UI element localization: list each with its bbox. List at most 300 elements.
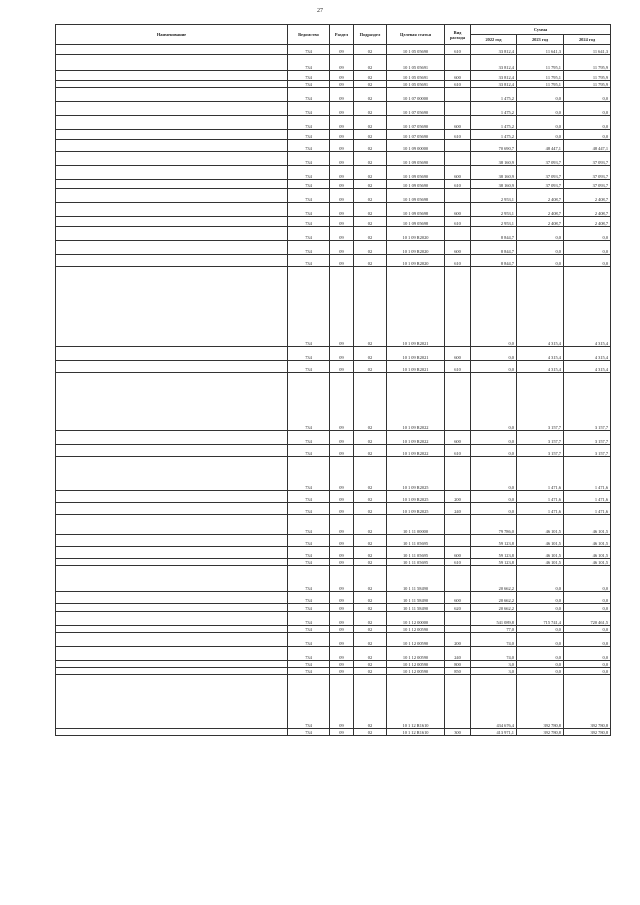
- row-amount-2023: 46 101,5: [517, 547, 564, 559]
- row-amount-2022: 33 812,4: [471, 81, 517, 88]
- row-expense-type: 600: [445, 116, 471, 130]
- row-target-article: 10 1 05 05691: [387, 81, 445, 88]
- row-target-article: 10 1 07 05690: [387, 102, 445, 116]
- row-target-article: 10 1 05 05691: [387, 55, 445, 71]
- row-vedomstvo: 734: [288, 361, 330, 373]
- header-sums: Сумма: [471, 25, 611, 35]
- row-name: [56, 604, 288, 612]
- row-vedomstvo: 734: [288, 140, 330, 152]
- row-vedomstvo: 734: [288, 445, 330, 457]
- row-name: [56, 559, 288, 566]
- row-razdel: 09: [330, 71, 354, 81]
- row-razdel: 09: [330, 88, 354, 102]
- row-amount-2022: 0,0: [471, 491, 517, 503]
- row-amount-2024: 46 101,5: [564, 535, 611, 547]
- table-row: [56, 130, 611, 140]
- row-amount-2024: 0,0: [564, 633, 611, 647]
- row-podrazdel: 02: [354, 81, 387, 88]
- row-razdel: 09: [330, 592, 354, 604]
- row-vedomstvo: 734: [288, 180, 330, 189]
- table-row: [56, 535, 611, 547]
- row-target-article: 10 1 12 00590: [387, 661, 445, 668]
- row-expense-type: [445, 152, 471, 166]
- row-podrazdel: 02: [354, 71, 387, 81]
- table-row: [56, 612, 611, 626]
- row-amount-2024: 0,0: [564, 626, 611, 633]
- row-expense-type: [445, 515, 471, 535]
- row-name: [56, 612, 288, 626]
- row-expense-type: [445, 535, 471, 547]
- row-target-article: 10 1 09 R2020: [387, 255, 445, 267]
- row-amount-2023: 46 101,5: [517, 535, 564, 547]
- table-row: [56, 255, 611, 267]
- row-podrazdel: 02: [354, 189, 387, 203]
- row-amount-2024: 3 157,7: [564, 445, 611, 457]
- row-amount-2023: 0,0: [517, 661, 564, 668]
- row-razdel: 09: [330, 361, 354, 373]
- table-row: [56, 647, 611, 661]
- row-amount-2023: 4 315,4: [517, 347, 564, 361]
- row-amount-2024: 11 641,3: [564, 45, 611, 55]
- row-podrazdel: 02: [354, 45, 387, 55]
- row-razdel: 09: [330, 130, 354, 140]
- row-vedomstvo: 734: [288, 152, 330, 166]
- row-expense-type: 600: [445, 203, 471, 217]
- row-amount-2022: 2 953,1: [471, 217, 517, 227]
- row-podrazdel: 02: [354, 547, 387, 559]
- row-amount-2024: 0,0: [564, 566, 611, 592]
- row-expense-type: [445, 227, 471, 241]
- row-amount-2023: 0,0: [517, 668, 564, 675]
- row-name: [56, 45, 288, 55]
- table-row: [56, 152, 611, 166]
- row-razdel: 09: [330, 45, 354, 55]
- row-amount-2023: 0,0: [517, 241, 564, 255]
- row-target-article: 10 1 09 R2022: [387, 445, 445, 457]
- row-razdel: 09: [330, 647, 354, 661]
- row-podrazdel: 02: [354, 431, 387, 445]
- row-amount-2023: 11 795,1: [517, 71, 564, 81]
- row-amount-2023: 2 408,7: [517, 217, 564, 227]
- row-razdel: 09: [330, 81, 354, 88]
- row-amount-2024: 37 093,7: [564, 166, 611, 180]
- row-vedomstvo: 734: [288, 102, 330, 116]
- row-amount-2022: 8 844,7: [471, 241, 517, 255]
- row-target-article: 10 1 12 00000: [387, 612, 445, 626]
- row-podrazdel: 02: [354, 140, 387, 152]
- row-amount-2022: 20 662,2: [471, 592, 517, 604]
- row-target-article: 10 1 07 05690: [387, 130, 445, 140]
- table-row: [56, 116, 611, 130]
- row-podrazdel: 02: [354, 661, 387, 668]
- row-amount-2024: 46 101,5: [564, 559, 611, 566]
- row-expense-type: [445, 457, 471, 491]
- row-amount-2024: 2 408,7: [564, 203, 611, 217]
- row-amount-2024: 0,0: [564, 241, 611, 255]
- row-vedomstvo: 734: [288, 668, 330, 675]
- row-podrazdel: 02: [354, 55, 387, 71]
- table-row: [56, 140, 611, 152]
- row-amount-2023: 46 101,5: [517, 515, 564, 535]
- row-amount-2022: 77,0: [471, 626, 517, 633]
- table-row: [56, 347, 611, 361]
- row-amount-2023: 37 093,7: [517, 152, 564, 166]
- row-podrazdel: 02: [354, 373, 387, 431]
- row-expense-type: 600: [445, 431, 471, 445]
- row-target-article: 10 1 09 R2022: [387, 431, 445, 445]
- row-expense-type: 610: [445, 180, 471, 189]
- row-amount-2024: 0,0: [564, 130, 611, 140]
- row-target-article: 10 1 05 05690: [387, 45, 445, 55]
- row-amount-2023: 2 408,7: [517, 189, 564, 203]
- row-amount-2023: 0,0: [517, 227, 564, 241]
- row-name: [56, 166, 288, 180]
- row-amount-2022: 0,0: [471, 445, 517, 457]
- row-amount-2022: 1 475,2: [471, 88, 517, 102]
- row-target-article: 10 1 09 R2025: [387, 491, 445, 503]
- table-row: [56, 431, 611, 445]
- row-vedomstvo: 734: [288, 71, 330, 81]
- row-podrazdel: 02: [354, 633, 387, 647]
- row-amount-2024: 0,0: [564, 647, 611, 661]
- row-razdel: 09: [330, 203, 354, 217]
- row-expense-type: [445, 88, 471, 102]
- table-row: [56, 491, 611, 503]
- row-amount-2023: 1 471,6: [517, 457, 564, 491]
- row-podrazdel: 02: [354, 515, 387, 535]
- row-name: [56, 189, 288, 203]
- row-razdel: 09: [330, 457, 354, 491]
- row-razdel: 09: [330, 445, 354, 457]
- row-vedomstvo: 734: [288, 612, 330, 626]
- row-amount-2022: 8 844,7: [471, 255, 517, 267]
- row-target-article: 10 1 09 R2021: [387, 347, 445, 361]
- row-vedomstvo: 734: [288, 81, 330, 88]
- row-name: [56, 547, 288, 559]
- row-vedomstvo: 734: [288, 647, 330, 661]
- row-vedomstvo: 734: [288, 491, 330, 503]
- row-vedomstvo: 734: [288, 116, 330, 130]
- row-expense-type: 200: [445, 633, 471, 647]
- row-vedomstvo: 734: [288, 88, 330, 102]
- row-vedomstvo: 734: [288, 566, 330, 592]
- row-expense-type: [445, 267, 471, 347]
- row-razdel: 09: [330, 612, 354, 626]
- row-expense-type: [445, 626, 471, 633]
- table-row: [56, 189, 611, 203]
- row-expense-type: [445, 102, 471, 116]
- row-amount-2024: 0,0: [564, 668, 611, 675]
- row-expense-type: [445, 140, 471, 152]
- row-name: [56, 255, 288, 267]
- row-podrazdel: 02: [354, 559, 387, 566]
- row-podrazdel: 02: [354, 592, 387, 604]
- row-amount-2022: 33 812,4: [471, 55, 517, 71]
- row-name: [56, 647, 288, 661]
- table-row: [56, 81, 611, 88]
- row-podrazdel: 02: [354, 668, 387, 675]
- table-row: [56, 661, 611, 668]
- row-name: [56, 227, 288, 241]
- row-expense-type: [445, 612, 471, 626]
- row-podrazdel: 02: [354, 255, 387, 267]
- table-row: [56, 45, 611, 55]
- row-expense-type: 300: [445, 729, 471, 736]
- row-amount-2024: 4 315,4: [564, 347, 611, 361]
- row-vedomstvo: 734: [288, 203, 330, 217]
- row-vedomstvo: 734: [288, 267, 330, 347]
- row-target-article: 10 1 05 05691: [387, 71, 445, 81]
- row-name: [56, 361, 288, 373]
- row-expense-type: [445, 55, 471, 71]
- row-name: [56, 140, 288, 152]
- row-razdel: 09: [330, 180, 354, 189]
- row-podrazdel: 02: [354, 88, 387, 102]
- table-row: [56, 445, 611, 457]
- table-row: [56, 457, 611, 491]
- row-target-article: 10 1 11 00000: [387, 515, 445, 535]
- row-vedomstvo: 734: [288, 189, 330, 203]
- row-razdel: 09: [330, 559, 354, 566]
- row-razdel: 09: [330, 491, 354, 503]
- row-expense-type: 610: [445, 445, 471, 457]
- row-name: [56, 491, 288, 503]
- row-razdel: 09: [330, 255, 354, 267]
- row-amount-2023: 37 093,7: [517, 180, 564, 189]
- row-razdel: 09: [330, 267, 354, 347]
- row-target-article: 10 1 09 R2021: [387, 361, 445, 373]
- row-podrazdel: 02: [354, 604, 387, 612]
- row-amount-2024: 0,0: [564, 592, 611, 604]
- row-amount-2022: 434 676,4: [471, 675, 517, 729]
- row-amount-2023: 392 780,8: [517, 729, 564, 736]
- row-name: [56, 130, 288, 140]
- row-target-article: 10 1 09 R2022: [387, 373, 445, 431]
- row-vedomstvo: 734: [288, 515, 330, 535]
- row-name: [56, 347, 288, 361]
- row-amount-2024: 4 315,4: [564, 267, 611, 347]
- row-amount-2022: 2 953,1: [471, 189, 517, 203]
- row-name: [56, 81, 288, 88]
- row-amount-2024: 2 408,7: [564, 217, 611, 227]
- header-target-article: Целевая статья: [387, 25, 445, 45]
- row-amount-2023: 0,0: [517, 647, 564, 661]
- header-year-2024: 2024 год: [564, 35, 611, 45]
- row-vedomstvo: 734: [288, 166, 330, 180]
- row-amount-2024: 37 093,7: [564, 152, 611, 166]
- row-target-article: 10 1 11 05695: [387, 547, 445, 559]
- row-vedomstvo: 734: [288, 227, 330, 241]
- row-target-article: 10 1 11 05695: [387, 559, 445, 566]
- row-amount-2023: 0,0: [517, 566, 564, 592]
- row-vedomstvo: 734: [288, 241, 330, 255]
- row-razdel: 09: [330, 227, 354, 241]
- row-expense-type: 240: [445, 647, 471, 661]
- row-podrazdel: 02: [354, 267, 387, 347]
- row-amount-2024: 720 461,5: [564, 612, 611, 626]
- row-amount-2022: 59 123,8: [471, 559, 517, 566]
- row-podrazdel: 02: [354, 203, 387, 217]
- table-row: [56, 559, 611, 566]
- row-podrazdel: 02: [354, 347, 387, 361]
- table-row: [56, 203, 611, 217]
- row-razdel: 09: [330, 668, 354, 675]
- row-amount-2023: 0,0: [517, 102, 564, 116]
- row-podrazdel: 02: [354, 612, 387, 626]
- row-target-article: 10 1 12 00590: [387, 647, 445, 661]
- table-row: [56, 566, 611, 592]
- header-year-2022: 2022 год: [471, 35, 517, 45]
- row-vedomstvo: 734: [288, 675, 330, 729]
- row-amount-2022: 33 812,4: [471, 45, 517, 55]
- row-vedomstvo: 734: [288, 55, 330, 71]
- row-razdel: 09: [330, 626, 354, 633]
- row-razdel: 09: [330, 675, 354, 729]
- row-expense-type: 610: [445, 45, 471, 55]
- row-amount-2023: 4 315,4: [517, 267, 564, 347]
- row-name: [56, 55, 288, 71]
- header-podrazdel: Подраздел: [354, 25, 387, 45]
- row-vedomstvo: 734: [288, 661, 330, 668]
- row-expense-type: 610: [445, 130, 471, 140]
- row-expense-type: 600: [445, 592, 471, 604]
- row-expense-type: [445, 373, 471, 431]
- row-podrazdel: 02: [354, 457, 387, 491]
- row-vedomstvo: 734: [288, 347, 330, 361]
- row-amount-2023: 3 157,7: [517, 373, 564, 431]
- row-amount-2024: 392 780,8: [564, 675, 611, 729]
- table-row: [56, 547, 611, 559]
- row-vedomstvo: 734: [288, 626, 330, 633]
- row-podrazdel: 02: [354, 227, 387, 241]
- row-target-article: 10 1 09 05698: [387, 189, 445, 203]
- row-amount-2022: 3,0: [471, 668, 517, 675]
- table-body: [56, 45, 611, 736]
- row-podrazdel: 02: [354, 535, 387, 547]
- row-expense-type: 600: [445, 71, 471, 81]
- row-amount-2023: 0,0: [517, 116, 564, 130]
- row-razdel: 09: [330, 102, 354, 116]
- row-expense-type: [445, 566, 471, 592]
- table-row: [56, 729, 611, 736]
- row-vedomstvo: 734: [288, 255, 330, 267]
- row-target-article: 10 1 11 05695: [387, 535, 445, 547]
- row-podrazdel: 02: [354, 566, 387, 592]
- row-amount-2023: 1 471,6: [517, 491, 564, 503]
- row-name: [56, 217, 288, 227]
- row-target-article: 10 1 12 R1610: [387, 675, 445, 729]
- table-row: [56, 71, 611, 81]
- row-podrazdel: 02: [354, 503, 387, 515]
- row-amount-2023: 715 741,4: [517, 612, 564, 626]
- row-name: [56, 373, 288, 431]
- row-expense-type: 600: [445, 241, 471, 255]
- row-name: [56, 729, 288, 736]
- row-vedomstvo: 734: [288, 457, 330, 491]
- row-expense-type: 610: [445, 81, 471, 88]
- row-expense-type: 610: [445, 559, 471, 566]
- row-target-article: 10 1 09 05698: [387, 203, 445, 217]
- row-podrazdel: 02: [354, 647, 387, 661]
- row-amount-2022: 74,0: [471, 633, 517, 647]
- header-vedomstvo: Ведомство: [288, 25, 330, 45]
- row-amount-2022: 38 160,9: [471, 180, 517, 189]
- row-razdel: 09: [330, 140, 354, 152]
- row-amount-2023: 3 157,7: [517, 431, 564, 445]
- table-row: [56, 633, 611, 647]
- row-amount-2024: 2 408,7: [564, 189, 611, 203]
- table-row: [56, 88, 611, 102]
- row-podrazdel: 02: [354, 675, 387, 729]
- table-row: [56, 102, 611, 116]
- table-row: [56, 373, 611, 431]
- row-amount-2022: 59 123,8: [471, 547, 517, 559]
- row-amount-2022: 0,0: [471, 431, 517, 445]
- row-name: [56, 515, 288, 535]
- row-expense-type: 610: [445, 255, 471, 267]
- row-expense-type: 620: [445, 604, 471, 612]
- table-row: [56, 166, 611, 180]
- row-target-article: 10 1 12 00590: [387, 626, 445, 633]
- row-name: [56, 633, 288, 647]
- row-name: [56, 445, 288, 457]
- row-amount-2023: 11 641,3: [517, 45, 564, 55]
- row-name: [56, 267, 288, 347]
- table-row: [56, 604, 611, 612]
- row-vedomstvo: 734: [288, 217, 330, 227]
- row-amount-2022: 1 475,2: [471, 130, 517, 140]
- table-row: [56, 503, 611, 515]
- row-amount-2024: 1 471,6: [564, 491, 611, 503]
- row-podrazdel: 02: [354, 491, 387, 503]
- row-amount-2023: 3 157,7: [517, 445, 564, 457]
- row-amount-2023: 0,0: [517, 88, 564, 102]
- row-vedomstvo: 734: [288, 547, 330, 559]
- row-razdel: 09: [330, 373, 354, 431]
- row-name: [56, 535, 288, 547]
- row-target-article: 10 1 12 00590: [387, 668, 445, 675]
- row-podrazdel: 02: [354, 445, 387, 457]
- row-podrazdel: 02: [354, 116, 387, 130]
- row-razdel: 09: [330, 166, 354, 180]
- row-name: [56, 675, 288, 729]
- row-name: [56, 503, 288, 515]
- row-razdel: 09: [330, 431, 354, 445]
- row-expense-type: 600: [445, 347, 471, 361]
- row-podrazdel: 02: [354, 180, 387, 189]
- row-expense-type: 610: [445, 217, 471, 227]
- row-amount-2023: 48 447,1: [517, 140, 564, 152]
- row-amount-2023: 4 315,4: [517, 361, 564, 373]
- row-razdel: 09: [330, 547, 354, 559]
- row-razdel: 09: [330, 55, 354, 71]
- row-name: [56, 180, 288, 189]
- row-name: [56, 71, 288, 81]
- row-expense-type: 610: [445, 361, 471, 373]
- row-amount-2023: 1 471,6: [517, 503, 564, 515]
- row-amount-2022: 20 662,2: [471, 566, 517, 592]
- row-target-article: 10 1 09 05690: [387, 166, 445, 180]
- row-amount-2022: 59 123,8: [471, 535, 517, 547]
- row-amount-2022: 0,0: [471, 373, 517, 431]
- row-amount-2023: 11 795,1: [517, 81, 564, 88]
- row-amount-2024: 48 447,1: [564, 140, 611, 152]
- row-name: [56, 626, 288, 633]
- budget-table: [55, 24, 611, 736]
- row-amount-2024: 11 795,9: [564, 71, 611, 81]
- header-year-2023: 2023 год: [517, 35, 564, 45]
- row-amount-2022: 74,0: [471, 647, 517, 661]
